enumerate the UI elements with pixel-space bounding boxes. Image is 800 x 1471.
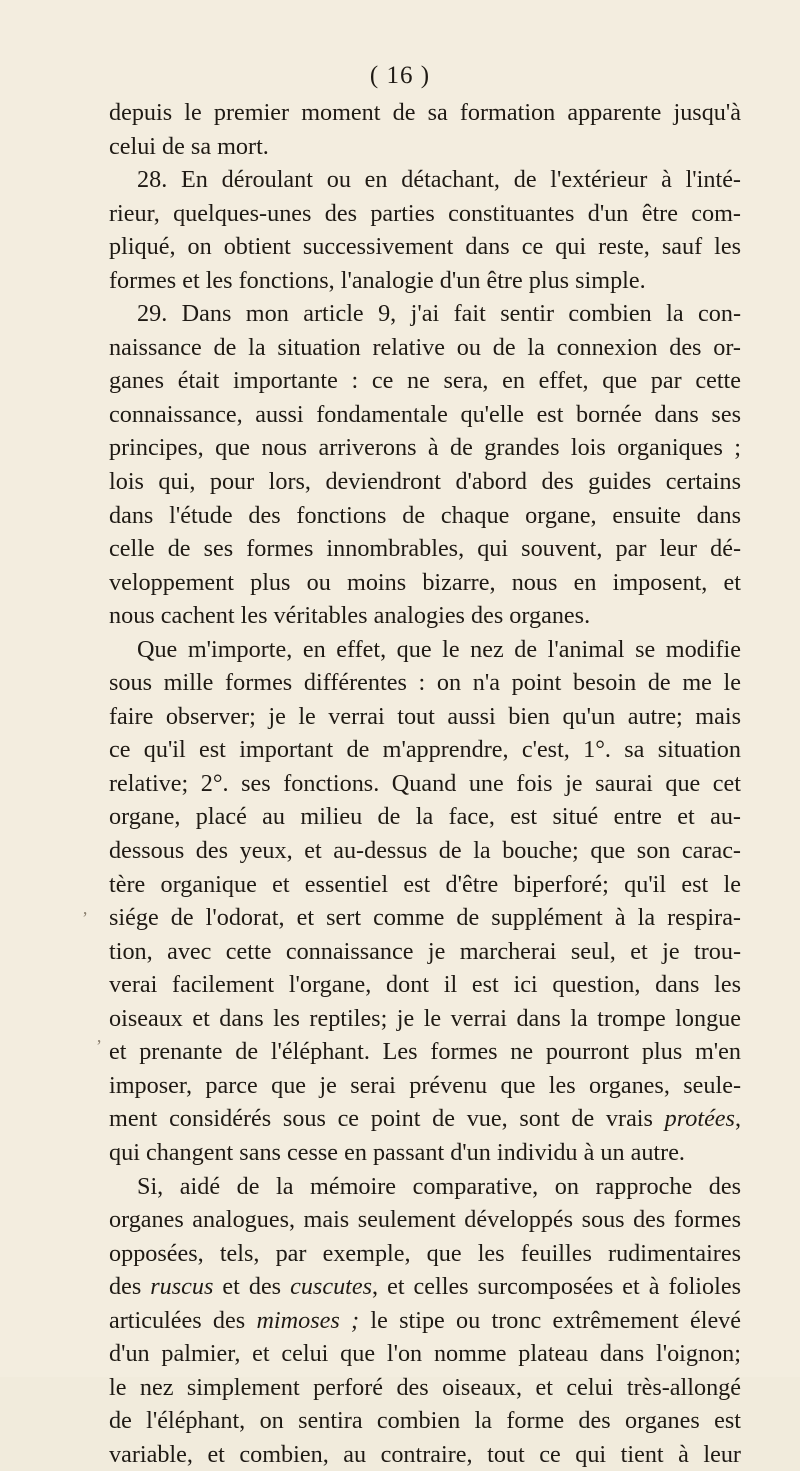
body-text: [109, 96, 741, 1471]
text-line: [109, 264, 741, 298]
text-run: dessous des yeux, et au-dessus de la bouche; que son carac-: [109, 837, 741, 865]
text-run: organes analogues, mais seulement développés sous des formes: [109, 1206, 741, 1234]
text-line: [109, 1002, 741, 1036]
text-run: le stipe ou tronc extrêmement élevé: [359, 1306, 742, 1334]
italic-term: protées: [664, 1105, 735, 1133]
text-run: le nez simplement perforé des oiseaux, et celui très-allongé: [109, 1373, 741, 1401]
text-line: [109, 364, 741, 398]
italic-term: ruscus: [150, 1273, 214, 1301]
text-line: [109, 733, 741, 767]
text-run: sous mille formes différentes : on n'a point besoin de me le: [109, 669, 741, 697]
text-line: [109, 1270, 741, 1304]
text-line: [109, 633, 741, 667]
page-number: ( 16 ): [369, 62, 431, 89]
text-run: d'un palmier, et celui que l'on nomme plateau dans l'oignon;: [109, 1340, 741, 1368]
text-line: [109, 431, 741, 465]
text-run: qui changent sans cesse en passant d'un individu à un autre.: [109, 1138, 685, 1166]
text-line: [109, 800, 741, 834]
text-run: naissance de la situation relative ou de la connexion des or-: [109, 333, 741, 361]
text-line: [109, 968, 741, 1002]
italic-term: mimoses ;: [256, 1306, 360, 1334]
margin-mark: ʼ: [96, 1036, 102, 1056]
text-line: [109, 700, 741, 734]
text-line: [109, 868, 741, 902]
text-run: principes, que nous arriverons à de grandes lois organiques ;: [109, 434, 741, 462]
text-line: [109, 901, 741, 935]
text-run: verai facilement l'organe, dont il est ici question, dans les: [109, 971, 741, 999]
text-run: oiseaux et dans les reptiles; je le verrai dans la trompe longue: [109, 1004, 741, 1032]
text-line: [109, 834, 741, 868]
text-run: nous cachent les véritables analogies des organes.: [109, 602, 591, 630]
text-line: [109, 465, 741, 499]
text-run: depuis le premier moment de sa formation apparente jusqu'à: [109, 99, 741, 126]
text-line: [109, 1304, 741, 1338]
text-run: et prenante de l'éléphant. Les formes ne pourront plus m'en: [109, 1038, 741, 1066]
text-line: [109, 1069, 741, 1103]
margin-mark: ʼ: [82, 908, 88, 928]
text-run: imposer, parce que je serai prévenu que les organes, seule-: [109, 1071, 741, 1099]
text-line: [109, 767, 741, 801]
text-run: 29. Dans mon article 9, j'ai fait sentir combien la con-: [137, 300, 741, 328]
text-line: [109, 331, 741, 365]
text-run: articulées des: [109, 1306, 257, 1334]
text-line: [109, 130, 741, 164]
text-line: [109, 566, 741, 600]
text-line: [109, 532, 741, 566]
text-run: , et celles surcomposées et à folioles: [372, 1273, 741, 1301]
text-line: [109, 1404, 741, 1438]
text-run: ce qu'il est important de m'apprendre, c'est, 1°. sa situation: [109, 736, 741, 764]
text-run: des: [109, 1273, 151, 1301]
text-run: ,: [734, 1105, 741, 1133]
text-line: [109, 1438, 741, 1471]
text-line: [109, 666, 741, 700]
text-run: tion, avec cette connaissance je marcherai seul, et je trou-: [109, 937, 741, 965]
text-run: dans l'étude des fonctions de chaque organe, ensuite dans: [109, 501, 741, 529]
text-line: [109, 96, 741, 130]
text-run: lois qui, pour lors, deviendront d'abord des guides certains: [109, 468, 741, 496]
italic-term: cuscutes: [290, 1273, 373, 1301]
text-run: formes et les fonctions, l'analogie d'un être plus simple.: [109, 266, 646, 294]
text-line: [109, 1136, 741, 1170]
text-line: [109, 1371, 741, 1405]
text-run: rieur, quelques-unes des parties constituantes d'un être com-: [109, 199, 741, 227]
text-run: ment considérés sous ce point de vue, sont de vrais: [109, 1105, 665, 1133]
text-line: [109, 1337, 741, 1371]
text-run: celui de sa mort.: [109, 132, 269, 160]
text-line: [109, 1170, 741, 1204]
text-line: [109, 1035, 741, 1069]
text-line: [109, 230, 741, 264]
text-run: ganes était importante : ce ne sera, en effet, que par cette: [109, 367, 741, 395]
text-run: siége de l'odorat, et sert comme de supplément à la respira-: [109, 904, 741, 932]
text-run: Si, aidé de la mémoire comparative, on rapproche des: [137, 1172, 741, 1200]
text-run: connaissance, aussi fondamentale qu'elle est bornée dans ses: [109, 400, 741, 428]
text-run: 28. En déroulant ou en détachant, de l'extérieur à l'inté-: [137, 166, 741, 194]
text-line: [109, 1102, 741, 1136]
text-line: [109, 1237, 741, 1271]
text-run: pliqué, on obtient successivement dans ce qui reste, sauf les: [109, 233, 741, 261]
text-line: [109, 935, 741, 969]
text-run: et des: [213, 1273, 291, 1301]
text-run: veloppement plus ou moins bizarre, nous en imposent, et: [109, 568, 741, 596]
text-run: variable, et combien, au contraire, tout ce qui tient à leur: [109, 1440, 741, 1468]
text-line: [109, 197, 741, 231]
text-run: celle de ses formes innombrables, qui souvent, par leur dé-: [109, 535, 741, 563]
text-line: [109, 599, 741, 633]
text-run: de l'éléphant, on sentira combien la forme des organes est: [109, 1407, 741, 1435]
text-run: opposées, tels, par exemple, que les feuilles rudimentaires: [109, 1239, 741, 1267]
text-run: relative; 2°. ses fonctions. Quand une fois je saurai que cet: [109, 769, 741, 797]
text-run: faire observer; je le verrai tout aussi bien qu'un autre; mais: [109, 702, 741, 730]
text-line: [109, 163, 741, 197]
text-line: [109, 297, 741, 331]
text-run: organe, placé au milieu de la face, est situé entre et au-: [109, 803, 741, 831]
text-line: [109, 398, 741, 432]
text-run: tère organique et essentiel est d'être biperforé; qu'il est le: [109, 870, 741, 898]
text-line: [109, 499, 741, 533]
text-run: Que m'importe, en effet, que le nez de l'animal se modifie: [137, 635, 741, 663]
text-line: [109, 1203, 741, 1237]
